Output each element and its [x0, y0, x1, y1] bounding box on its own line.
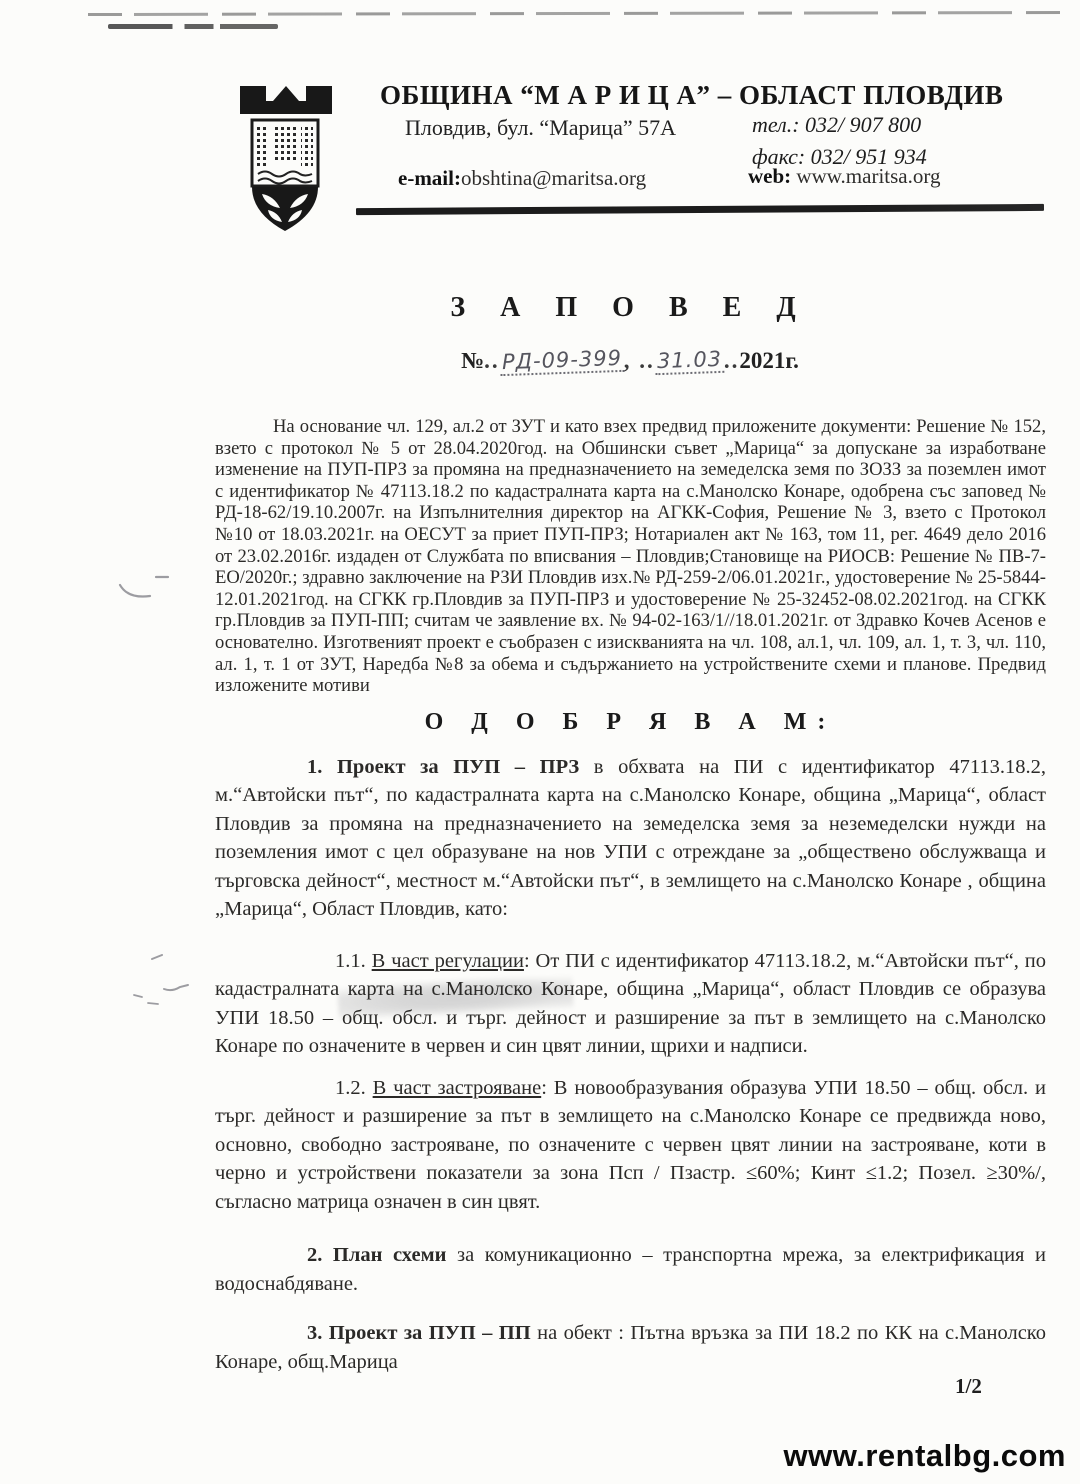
approve-heading: О Д О Б Р Я В А М: — [424, 708, 837, 735]
text-segment: 2. План схеми — [307, 1244, 447, 1267]
document-body — [215, 416, 1046, 1376]
email-label: e-mail: — [398, 166, 461, 190]
text-segment: : От ПИ с идентификатор 47113.18.2, м.“Автойски път“, по кадастралната карта на с.Манолско Конаре, община „Марица“, област Пловдив се образува УПИ 18.50 – общ. обсл. и търг. дейност и разширение за път в землището на с.Манолско Конаре по означените в червен и син цвят линии, щрихи и надписи. — [215, 949, 1046, 1058]
separator: , .. — [623, 348, 655, 373]
pen-mark — [112, 565, 178, 609]
web-label: web: — [748, 164, 792, 188]
telephone: тел.: 032/ 907 800 — [752, 112, 922, 137]
organization-name: ОБЩИНА “М А Р И Ц А” – ОБЛАСТ ПЛОВДИВ — [380, 80, 1004, 110]
dotted-leader-2: .. — [723, 348, 740, 373]
preamble-text: На основание чл. 129, ал.2 от ЗУТ и като взех предвид приложените документи: Решение № 152, взето с протокол № 5 от 28.04.2020год. на Обшински съвет „Марица“ за допускане за изработване изменение на ПУП-ПРЗ за промяна на предназначението на земеделска земя по ЗОЗЗ за поземлен имот с идентификатор № 47113.18.2 по кадастралната карта на с.Манолско Конаре, одобрена със заповед № РД-18-62/19.10.2007г. на Изпълнителния директор на АГКК-София, Решение № 3, взето с Протокол №10 от 18.03.2021г. на ОЕСУТ за приет ПУП-ПРЗ; Нотариален акт № 163, том 11, рег. 4649 дело 2016 от 23.02.2016г. издаден от Службата по вписвания – Пловдив;Становище на РИОСВ: Решение № ПВ-7-ЕО/2020г.; здравно заключение на РЗИ Пловдив изх.№ РД-259-2/06.01.2021г., удостоверение № 25-5844-12.01.2021год. на СГКК гр.Пловдив за ПУП-ПРЗ и удостоверение № 25-32452-08.02.2021год. на СГКК гр.Пловдив за ПУП-ПП; считам че заявление вх. № 94-02-163/1//18.01.2021г. от Здравко Кочев Асенов е основателно. Изготвеният проект е съобразен с изискванията на чл. 108, ал.1, чл. 109, ал. 1, т. 3, чл. 110, ал. 1, т. 1 от ЗУТ, Наредба №8 за обема и съдържанието на устройствените схеми и планове. Предвид изложените мотиви — [215, 416, 1046, 697]
text-segment: 1.2. — [335, 1076, 373, 1099]
pen-mark-2 — [130, 945, 220, 1015]
order-number-line — [215, 345, 1045, 375]
text-segment: за комуникационно – транспортна мрежа, за електрификация и водоснабдяване. — [215, 1244, 1046, 1295]
paragraph-1-2 — [215, 1074, 1046, 1217]
page-number: 1/2 — [955, 1374, 982, 1398]
site-watermark: www.rentalbg.com — [783, 1438, 1066, 1473]
email — [398, 166, 646, 191]
paragraph-1-1 — [215, 947, 1046, 1061]
handwritten-date: 31.03 — [654, 347, 724, 375]
document-title: З А П О В Е Д — [450, 292, 810, 323]
text-segment: : В новообразувания образува УПИ 18.50 – общ. обсл. и търг. дейност и разширение за път в землището на с.Манолско Конаре се предвижда ново, основно, свободно застрояване, по означените с червен цвят линии на застрояване, коти в черно и устройствени показатели за зона Псп / Пзастр. ≤60%; Кинт ≤1.2; Позел. ≥30%/, съгласно матрица означен в син цвят. — [215, 1076, 1047, 1213]
handwritten-order-number: РД-09-399 — [499, 346, 624, 376]
scan-artifact-dash — [108, 24, 278, 29]
fax: факс: 032/ 951 934 — [752, 144, 927, 169]
preamble-paragraph — [215, 416, 1046, 697]
text-segment: В част застрояване — [372, 1076, 542, 1099]
number-prefix: № — [461, 348, 485, 373]
maritsa-coat-of-arms-logo — [238, 84, 334, 234]
dotted-leader: .. — [484, 348, 500, 373]
text-segment: 1.1. — [335, 949, 372, 972]
text-segment: В част регулации — [371, 949, 524, 972]
scan-artifact-line — [88, 11, 1068, 16]
paragraph-3 — [215, 1319, 1046, 1376]
paragraph-1 — [215, 753, 1046, 924]
header-divider — [356, 204, 1044, 215]
text-segment: на обект : Пътна връзка за ПИ 18.2 по КК на с.Манолско Конаре, общ.Марица — [215, 1322, 1046, 1373]
text-segment: в обхвата на ПИ с идентификатор 47113.18.2, м.“Автойски път“, по кадастралната карта на с.Манолско Конаре, община „Марица“, област Пловдив за промяна на предназначението на земеделска земя за неземеделски нужди на поземления имот с цел образуване на нов УПИ с отреждане за „обществено обслужваща и търговска дейност“, местност м.“Автойски път“, в землището на с.Манолско Конаре , община „Марица“, Област Пловдив, като: — [215, 755, 1046, 921]
year-suffix: 2021г. — [739, 348, 799, 373]
paragraph-2 — [215, 1241, 1046, 1298]
email-value: obshtina@maritsa.org — [460, 166, 647, 190]
organization-address: Пловдив, бул. “Марица” 57А — [405, 115, 676, 140]
website — [748, 164, 940, 189]
text-segment: 3. Проект за ПУП – ПП — [307, 1322, 531, 1345]
web-value: www.maritsa.org — [796, 164, 941, 188]
text-segment: 1. Проект за ПУП – ПРЗ — [307, 755, 580, 778]
